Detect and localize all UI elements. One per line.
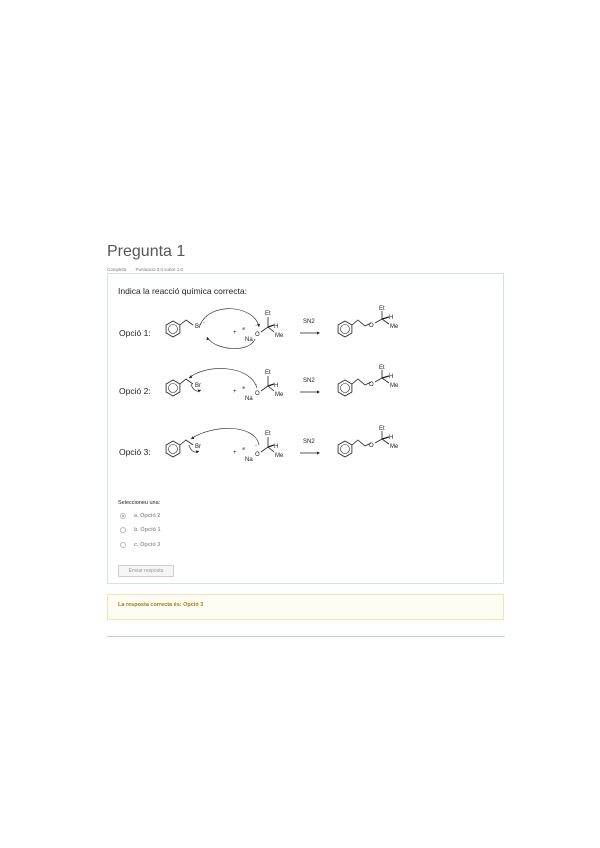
submit-answer-button[interactable]: Enviar resposta [118,565,174,577]
sodium-charge: ⊕ [242,446,246,451]
product-bond-o-c [375,319,382,323]
choice-c-label: c. Opció 3 [134,542,161,548]
substrate-benzene-ring [166,380,180,396]
product-benzene-ring-ring [341,325,350,334]
product-bond-me [382,319,389,324]
alkoxide-ethyl-label: Et [265,311,271,317]
sodium-charge: ⊕ [242,385,246,390]
choice-a[interactable] [120,511,160,521]
alkoxide-charge: − [255,443,258,448]
product-bond-o-c [375,439,382,443]
radio-choice-a[interactable] [120,513,126,519]
product-methyl-label: Me [390,383,399,389]
alkoxide-hydrogen-label: H [274,383,279,389]
substrate-chain [180,320,193,325]
substrate-benzene-ring [166,441,180,457]
conditions-label: SN2 [303,378,315,384]
alkoxide-bond-o-c [261,386,268,391]
alkoxide-bond-o-c [261,327,268,332]
reaction-scheme-2 [155,362,415,414]
product-hydrogen-label: H [389,435,394,441]
alkoxide-oxygen-label: O [255,452,260,458]
sodium-label: Na [245,457,253,463]
sodium-label: Na [245,337,253,343]
reaction-scheme-3 [155,423,415,475]
product-benzene-ring-ring [341,445,350,454]
alkoxide-hydrogen-label: H [274,324,279,330]
alkoxide-oxygen-label: O [255,332,260,338]
plus-sign: + [233,330,237,336]
bromide-charge: − [203,320,206,325]
feedback-text: La resposta correcta és: Opció 3 [118,602,204,608]
product-methyl-label: Me [390,324,399,330]
plus-sign: + [233,450,237,456]
radio-choice-c[interactable] [120,542,126,548]
curved-arrow-1 [200,309,259,327]
question-title: Pregunta 1 [107,243,186,260]
product-bond-o-c [375,378,382,382]
radio-choice-b[interactable] [120,527,126,533]
conditions-label: SN2 [303,319,315,325]
option-2-label: Opció 2: [119,386,151,396]
substrate-benzene-ring-ring [169,445,178,454]
product-wedge-h [382,317,389,319]
alkoxide-methyl-label: Me [275,453,284,459]
alkoxide-oxygen-label: O [255,391,260,397]
sodium-charge: ⊕ [242,326,246,331]
curved-arrow-1 [191,428,259,445]
alkoxide-ethyl-label: Et [265,370,271,376]
product-benzene-ring [338,441,352,457]
product-benzene-ring-ring [341,384,350,393]
question-status: Completa [107,267,127,272]
question-info [107,267,191,272]
product-bond-me [382,378,389,383]
substrate-benzene-ring-ring [169,384,178,393]
bromide-label: Br [195,383,201,389]
reaction-arrow-head [317,390,320,393]
product-bond-me [382,439,389,444]
option-3-label: Opció 3: [119,447,151,457]
alkoxide-methyl-label: Me [275,392,284,398]
product-wedge-h [382,376,389,378]
alkoxide-hydrogen-label: H [274,444,279,450]
choice-b-label: b. Opció 1 [134,527,161,533]
product-ethyl-label: Et [379,426,385,432]
product-hydrogen-label: H [389,374,394,380]
alkoxide-bond-o-c [261,447,268,452]
alkoxide-charge: − [255,323,258,328]
product-benzene-ring [338,380,352,396]
bromide-label: Br [195,324,201,330]
product-hydrogen-label: H [389,315,394,321]
product-ethyl-label: Et [379,306,385,312]
product-oxygen-label: O [369,443,374,449]
choice-a-label: a. Opció 2 [134,513,161,519]
product-benzene-ring [338,321,352,337]
reaction-scheme-1 [155,303,415,355]
conditions-label: SN2 [303,439,315,445]
substrate-chain [180,379,193,384]
choice-b[interactable] [120,525,161,535]
product-oxygen-label: O [369,382,374,388]
divider [107,636,505,637]
reaction-arrow-head [317,451,320,454]
select-prompt: Seleccioneu una: [118,500,161,506]
alkoxide-charge: − [255,382,258,387]
bromide-label: Br [195,444,201,450]
product-methyl-label: Me [390,444,399,450]
question-score: Puntuació 0,0 sobre 1,0 [135,267,184,272]
curved-arrow-1-head [191,436,194,439]
product-oxygen-label: O [369,323,374,329]
curved-arrow-1-head [257,324,260,327]
plus-sign: + [233,389,237,395]
substrate-chain [180,440,193,445]
alkoxide-methyl-label: Me [275,333,284,339]
question-text: Indica la reacció química correcta: [118,286,247,296]
product-ethyl-label: Et [379,365,385,371]
option-1-label: Opció 1: [119,328,151,338]
product-wedge-h [382,437,389,439]
alkoxide-ethyl-label: Et [265,431,271,437]
reaction-arrow-head [317,331,320,334]
sodium-label: Na [245,396,253,402]
choice-c[interactable] [120,540,160,550]
substrate-benzene-ring [166,321,180,337]
substrate-benzene-ring-ring [169,325,178,334]
